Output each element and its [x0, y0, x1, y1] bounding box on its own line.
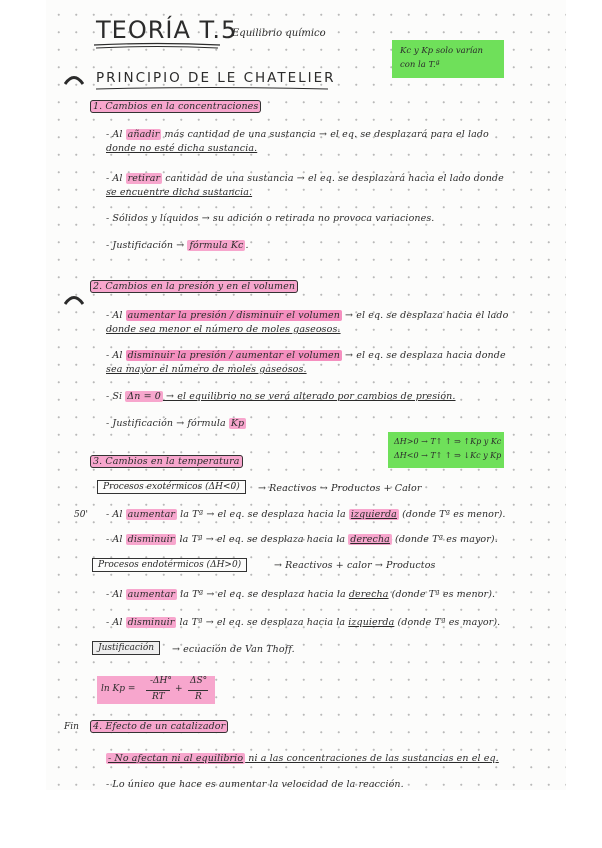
s1-line-4: - Justificación → fórmula Kc . [106, 240, 249, 251]
margin-note-fin: Fin [64, 722, 79, 732]
section-3-title: 3. Cambios en la temperatura [90, 455, 243, 468]
s2-line-1a: - Al aumentar la presión / disminuir el volumen → el eq. se desplaza hacia el lado [106, 310, 509, 321]
s1-line-2b: se encuentre dicha sustancia. [106, 187, 253, 198]
section-heading: PRINCIPIO DE LE CHATELIER [96, 70, 336, 86]
s2-line-4: - Justificación → fórmula Kp [106, 418, 245, 429]
arch-mark-icon [64, 73, 84, 85]
eq-fraction-bar-1 [146, 690, 170, 691]
section-1-title: 1. Cambios en la concentraciones [90, 100, 261, 113]
margin-note-50: 50' [74, 510, 88, 520]
page-subtitle: Equilibrio químico [232, 28, 326, 39]
justification-box: Justificación [92, 641, 160, 655]
exothermic-box: Procesos exotérmicos (ΔH<0) [97, 480, 246, 494]
s4-line-1: - No afectan ni al equilibrio ni a las concentraciones de las sustancias en el eq. [108, 753, 499, 764]
s2-line-3: - Si Δn = 0 → el equilibrio no se verá alterado por cambios de presión. [106, 391, 456, 402]
arch-mark-icon-2 [64, 293, 84, 305]
eq-fraction-bar-2 [188, 690, 208, 691]
s3-endo-line-1: - Al aumentar la Tª → el eq. se desplaza hacia la derecha (donde Tª es menor). [106, 589, 496, 600]
eq-lhs: ln Kp = [101, 684, 136, 694]
eq-num-2: ΔS° [190, 676, 208, 686]
s1-line-1a: - Al añadir más cantidad de una sustancia → el eq. se desplazará para el lado [106, 129, 489, 140]
page-title: TEORÍA T.5 [96, 16, 237, 44]
s1-line-1b: donde no esté dicha sustancia. [106, 143, 258, 154]
s4-line-2: - Lo único que hace es aumentar la velocidad de la reacción. [106, 779, 404, 790]
title-underline [94, 42, 222, 50]
s3-exo-line-1: - Al aumentar la Tª → el eq. se desplaza hacia la izquierda (donde Tª es menor). [106, 509, 506, 520]
s1-line-3: - Sólidos y líquidos → su adición o retirada no provoca variaciones. [106, 213, 435, 224]
heading-underline [96, 86, 328, 92]
endothermic-box: Procesos endotérmicos (ΔH>0) [92, 558, 247, 572]
s3-exo-line-2: - Al disminuir la Tª → el eq. se desplaza hacia la derecha (donde Tª es mayor). [106, 534, 498, 545]
s1-line-2a: - Al retirar cantidad de una sustancia → el eq. se desplazará hacia el lado donde [106, 173, 504, 184]
vant-hoff-note: → ecuación de Van Thoff. [172, 644, 295, 655]
exothermic-reaction: → Reactivos → Productos + Calor [258, 483, 422, 494]
s3-endo-line-2: - Al disminuir la Tª → el eq. se desplaza hacia la izquierda (donde Tª es mayor). [106, 617, 501, 628]
eq-den-1: RT [152, 692, 165, 702]
s2-line-2b: sea mayor el número de moles gaseosos. [106, 364, 307, 375]
eq-den-2: R [195, 692, 202, 702]
eq-plus: + [175, 684, 183, 694]
kc-kp-note: Kc y Kp solo varían con la T.ª [392, 40, 504, 78]
s2-line-2a: - Al disminuir la presión / aumentar el volumen → el eq. se desplaza hacia donde [106, 350, 506, 361]
section-2-title: 2. Cambios en la presión y en el volumen [90, 280, 298, 293]
endothermic-reaction: → Reactivos + calor → Productos [274, 560, 436, 571]
section-4-title: 4. Efecto de un catalizador [90, 720, 228, 733]
enthalpy-note: ΔH>0 → T↑ ↑ ⇒ ↑Kp y Kc ΔH<0 → T↑ ↑ ⇒ ↓Kc y Kp [388, 432, 504, 468]
s2-line-1b: donde sea menor el número de moles gaseosos. [106, 324, 341, 335]
eq-num-1: -ΔH° [150, 676, 172, 686]
